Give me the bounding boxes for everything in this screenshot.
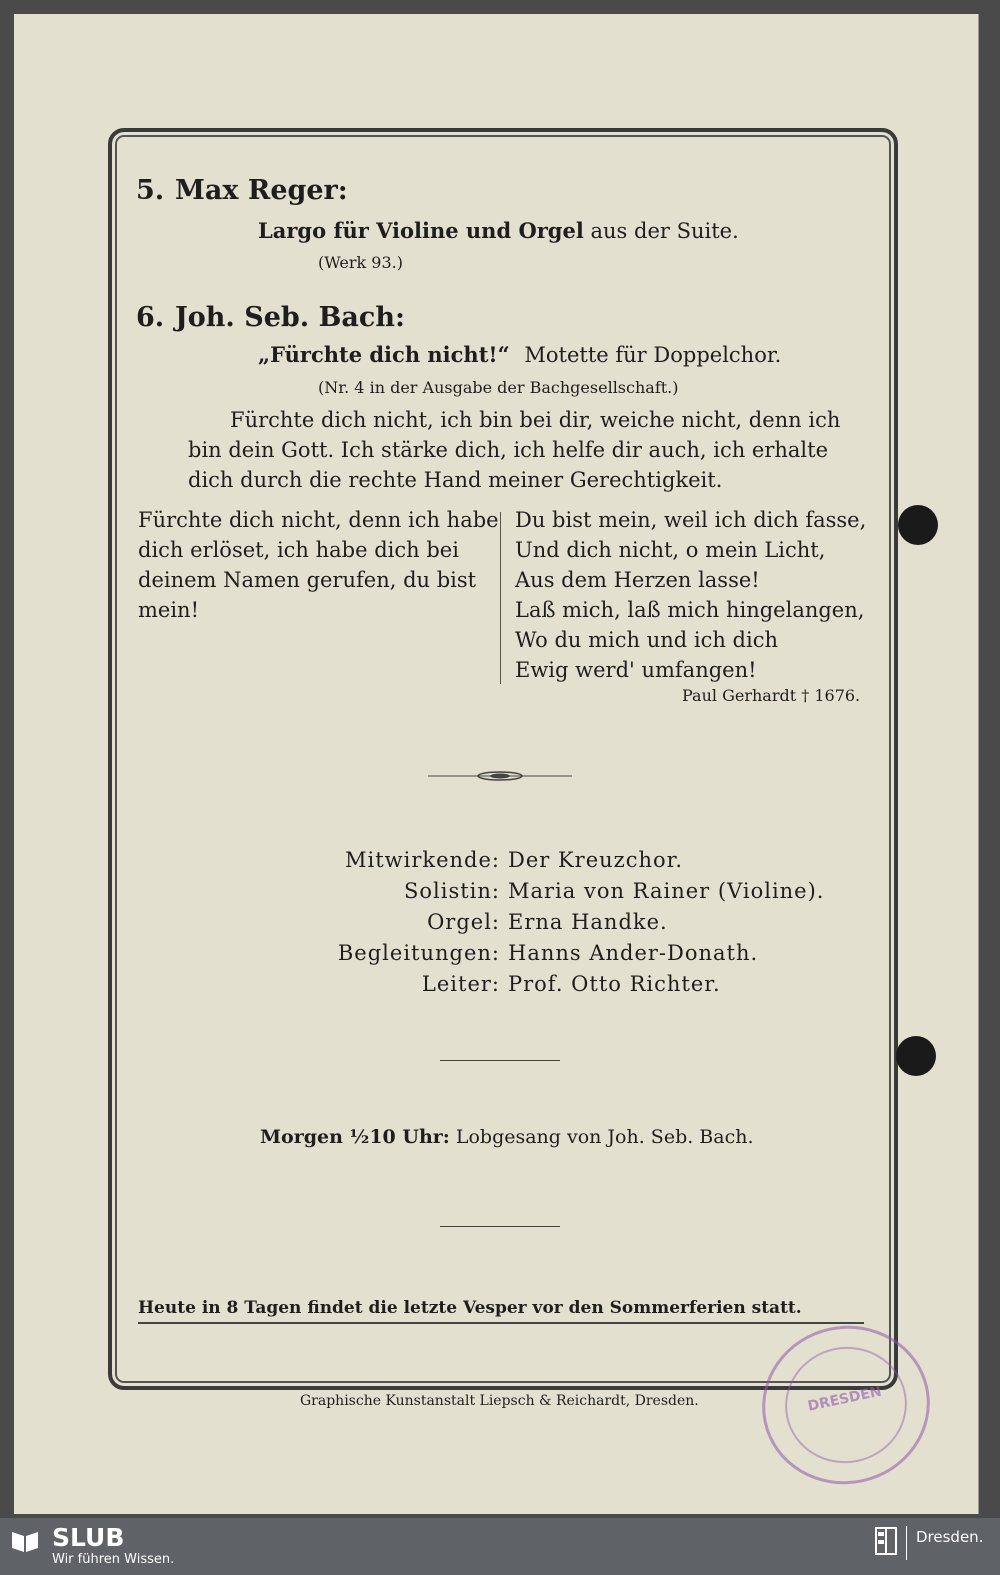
right-col-line: Wo du mich und ich dich [515,628,779,652]
book-icon [10,1528,40,1554]
item6-title-rest: Motette für Doppelchor. [524,343,782,367]
item6-composer: Joh. Seb. Bach: [175,302,405,333]
left-col-line: deinem Namen gerufen, du bist [138,568,477,592]
right-col-line: Du bist mein, weil ich dich fasse, [515,508,867,532]
left-col-line: Fürchte dich nicht, denn ich habe [138,508,499,532]
performer-names [508,848,858,1003]
performer-role: Mitwirkende: [344,848,500,872]
printer-credit: Graphische Kunstanstalt Liepsch & Reichardt, Dresden. [300,1393,699,1409]
right-col-line: Laß mich, laß mich hingelangen, [515,598,865,622]
notice: Heute in 8 Tagen findet die letzte Vesper vor den Sommerferien statt. [138,1298,802,1318]
verse-line: dich durch die rechte Hand meiner Gerechtigkeit. [188,468,723,492]
right-col-line: Ewig werd' umfangen! [515,658,757,682]
right-col-line: Aus dem Herzen lasse! [515,568,760,592]
short-rule [440,1060,560,1061]
right-col-line: Und dich nicht, o mein Licht, [515,538,826,562]
left-col-line: dich erlöset, ich habe dich bei [138,538,459,562]
performer-name: Hanns Ander-Donath. [508,941,759,965]
performer-name: Maria von Rainer (Violine). [508,879,825,903]
performer-role: Orgel: [427,910,500,934]
punch-hole [898,505,938,545]
brand-tagline: Wir führen Wissen. [52,1552,175,1567]
item6-title: „Fürchte dich nicht!“ [258,342,510,367]
item6-number: 6. [136,302,165,333]
tomorrow-label: Morgen ½10 Uhr: [260,1126,450,1148]
performer-name: Prof. Otto Richter. [508,972,721,996]
short-rule [440,1226,560,1227]
verse-line: bin dein Gott. Ich stärke dich, ich helfe dir auch, ich erhalte [188,438,828,462]
performer-role: Leiter: [421,972,500,996]
viewer-footer [0,1518,1000,1575]
stamp-text: DRESDEN [806,1383,884,1415]
attribution: Paul Gerhardt † 1676. [682,686,861,705]
footer-divider [906,1526,907,1560]
notice-underline [138,1322,864,1324]
performer-role: Solistin: [404,879,500,903]
tomorrow-text: Lobgesang von Joh. Seb. Bach. [455,1126,754,1148]
punch-hole [896,1036,936,1076]
brand-logo[interactable]: SLUB [52,1523,125,1552]
left-col-line: mein! [138,598,200,622]
ornament-divider [428,768,572,784]
city-crest-icon [874,1526,898,1556]
verse-line: Fürchte dich nicht, ich bin bei dir, weiche nicht, denn ich [230,408,841,432]
item5-opus: (Werk 93.) [318,253,403,272]
performer-role: Begleitungen: [337,941,500,965]
item5-composer: Max Reger: [175,175,348,206]
item5-title: Largo für Violine und Orgel [258,218,584,243]
performers-block [120,848,500,1003]
item6-note: (Nr. 4 in der Ausgabe der Bachgesellschaft.) [318,378,679,397]
item5-title-rest: aus der Suite. [590,219,739,243]
performer-name: Der Kreuzchor. [508,848,684,872]
item5-number: 5. [136,175,165,206]
performer-name: Erna Handke. [508,910,668,934]
column-divider [500,512,501,684]
partner-logo[interactable]: Dresden. [916,1528,984,1546]
